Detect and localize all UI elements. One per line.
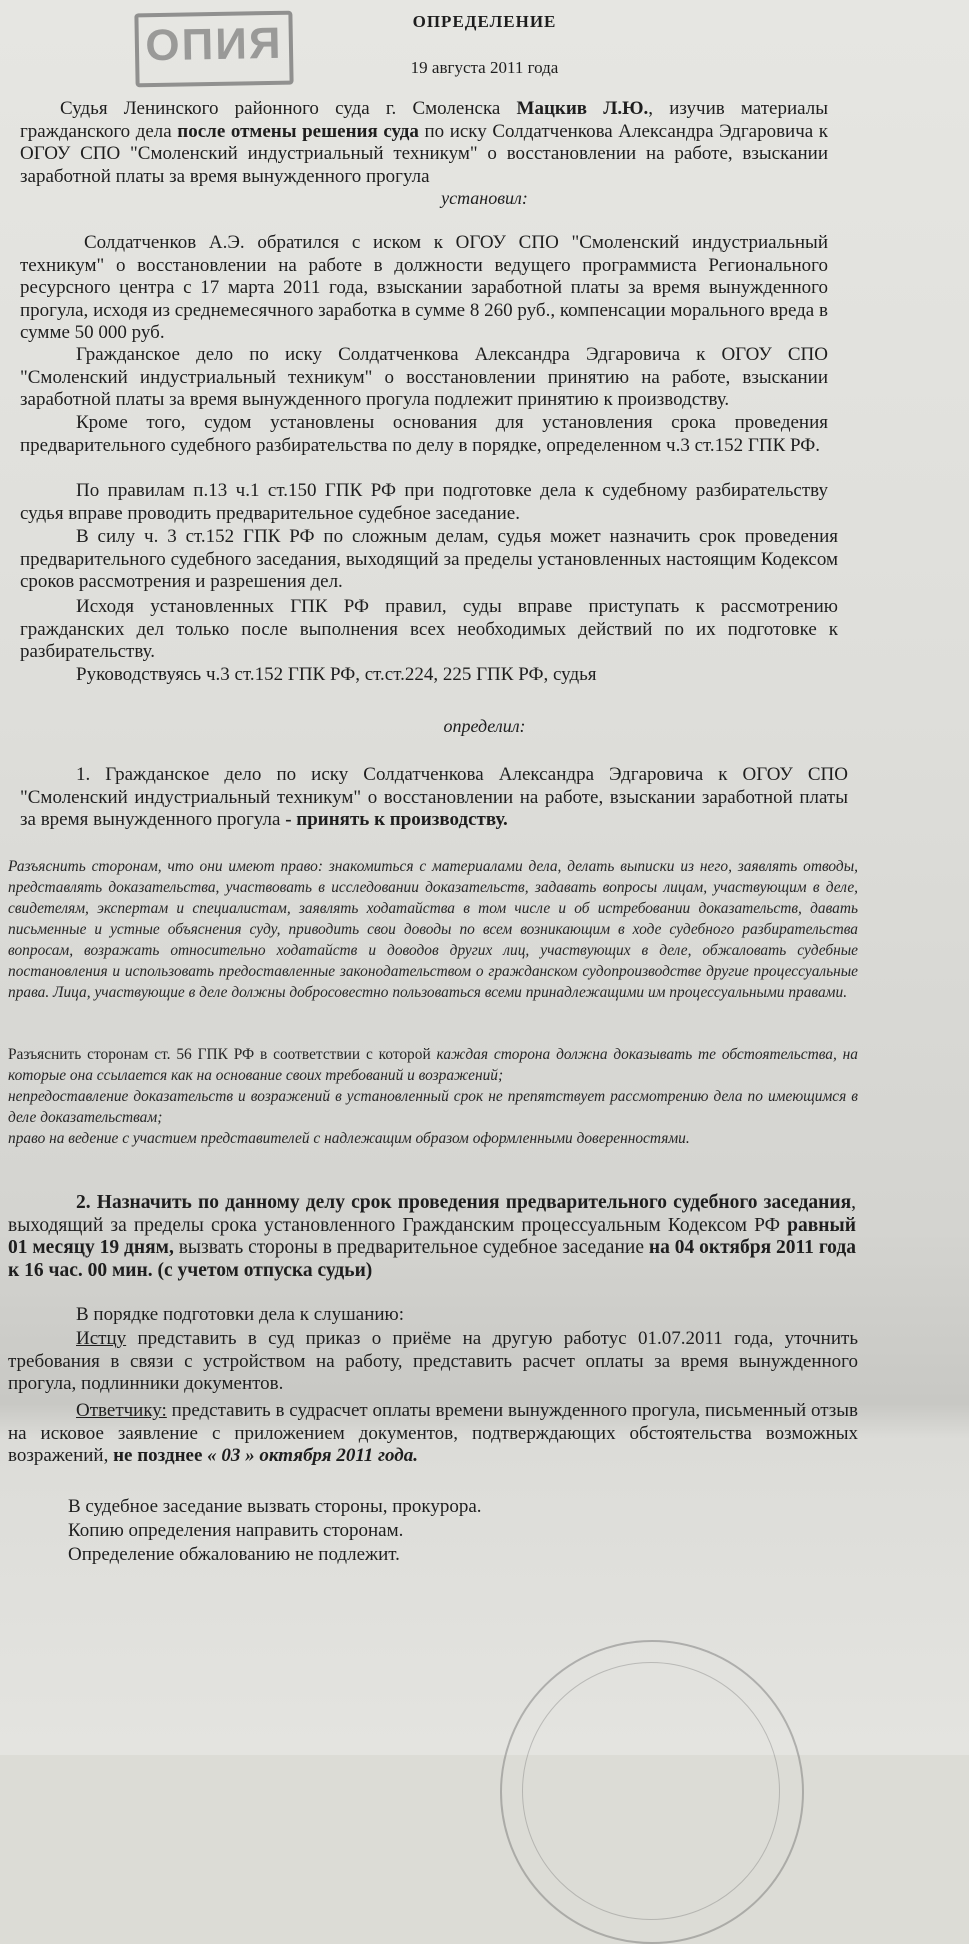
closing-line-2: Копию определения направить сторонам.	[68, 1520, 404, 1541]
body-paragraph-1: Солдатченков А.Э. обратился с иском к ОГОУ СПО "Смоленский индустриальный техникум" о восстановлении на работе в должности ведущего программиста Регионального ресурсного центра с 17 марта 2011 года, взыскании заработной платы за время вынужденного прогула, исходя из среднемесячного заработка в сумме 8 260 руб., компенсации морального вреда в сумме 50 000 руб.	[20, 232, 828, 344]
intro-paragraph	[20, 98, 828, 188]
document-title: ОПРЕДЕЛЕНИЕ	[412, 12, 557, 31]
closing-line-1: В судебное заседание вызвать стороны, прокурора.	[68, 1496, 482, 1517]
document-date: 19 августа 2011 года	[410, 58, 559, 77]
plaintiff-instructions: Истцу представить в суд приказ о приёме на другую работус 01.07.2011 года, уточнить требования в связи с устройством на работу, представить расчет оплаты за время вынужденного прогула, подлинники документов.	[8, 1328, 858, 1395]
established-heading: установил:	[441, 188, 528, 208]
body-paragraph-3: Кроме того, судом установлены основания для установления срока проведения предварительного судебного разбирательства по делу в порядке, определенном ч.3 ст.152 ГПК РФ.	[20, 412, 828, 456]
judge-name: Мацкив Л.Ю.	[516, 98, 649, 119]
copy-stamp: ОПИЯ	[134, 11, 293, 88]
court-seal-inner-ring	[522, 1662, 780, 1920]
body-paragraph-2: Гражданское дело по иску Солдатченкова Александра Эдгаровича к ОГОУ СПО "Смоленский индустриальный техникум" о восстановлении принятию на работе, взыскании заработной платы за время вынужденного прогула подлежит принятию к производству.	[20, 344, 828, 411]
intro-after-cancel: после отмены решения суда	[177, 120, 419, 142]
decided-heading: определил:	[443, 716, 526, 736]
preparation-intro: В порядке подготовки дела к слушанию:	[76, 1304, 405, 1325]
body-paragraph-5: В силу ч. 3 ст.152 ГПК РФ по сложным делам, судья может назначить срок проведения предварительного судебного заседания, выходящий за пределы установленных настоящим Кодексом сроков рассмотрения и разрешения дел.	[20, 526, 838, 593]
intro-text-3: по иску Солдатченкова Александра Эдгаровича к ОГОУ СПО "Смоленский индустриальный техникум" о восстановлении на работе, взыскании заработной платы за время вынужденного прогула	[20, 120, 828, 187]
evidence-explanation: непредоставление доказательств и возражений в установленный срок не препятствует рассмотрению дела по имеющимся в деле доказательствам;	[8, 1088, 858, 1126]
closing-line-3: Определение обжалованию не подлежит.	[68, 1544, 400, 1565]
body-paragraph-6: Исходя установленных ГПК РФ правил, суды вправе приступать к рассмотрению гражданских дел только после выполнения всех необходимых действий по их подготовке к разбирательству.	[20, 596, 838, 663]
ruling-item-2: 2. Назначить по данному делу срок проведения предварительного судебного заседания, выходящий за пределы срока установленного Гражданским процессуальным Кодексом РФ равный 01 месяцу 19 дням, вызвать стороны в предварительное судебное заседание на 04 октября 2011 года к 16 час. 00 мин. (с учетом отпуска судьи)	[8, 1192, 856, 1281]
defendant-instructions: Ответчику: представить в судрасчет оплаты времени вынужденного прогула, письменный отзыв на исковое заявление с приложением документов, подтверждающих обстоятельства возможных возражений, не позднее « 03 » октября 2011 года.	[8, 1400, 858, 1467]
body-paragraph-7: Руководствуясь ч.3 ст.152 ГПК РФ, ст.ст.224, 225 ГПК РФ, судья	[76, 664, 597, 685]
intro-text-2: , изучив материалы гражданского дела	[20, 98, 828, 142]
ruling-item-1: 1. Гражданское дело по иску Солдатченкова Александра Эдгаровича к ОГОУ СПО "Смоленский индустриальный техникум" о восстановлении на работе, взыскании заработной платы за время вынужденного прогула - принять к производству.	[20, 764, 848, 831]
rights-explanation: Разъяснить сторонам, что они имеют право: знакомиться с материалами дела, делать выписки из него, заявлять отводы, представлять доказательства, участвовать в исследовании доказательств, задавать вопросы лицам, участвующим в деле, свидетелям, экспертам и специалистам, заявлять ходатайства в том числе и об истребовании доказательств, давать письменные и устные объяснения суду, приводить свои доводы по всем возникающим в ходе судебного разбирательства вопросам, возражать относительно ходатайств и доводов других лиц, участвующих в деле, обжаловать судебные постановления и использовать предоставленные законодательством о гражданском судопроизводстве другие процессуальные права. Лица, участвующие в деле должны добросовестно пользоваться всеми принадлежащими им процессуальными правами.	[8, 858, 858, 1001]
article-56-explanation: Разъяснить сторонам ст. 56 ГПК РФ в соответствии с которой каждая сторона должна доказывать те обстоятельства, на которые она ссылается как на основание своих требований и возражений;	[8, 1046, 858, 1084]
intro-text-1: Судья Ленинского районного суда г. Смоленска	[60, 98, 517, 119]
representatives-explanation: право на ведение с участием представителей с надлежащим образом оформленными доверенностями.	[8, 1130, 690, 1147]
body-paragraph-4: По правилам п.13 ч.1 ст.150 ГПК РФ при подготовке дела к судебному разбирательству судья вправе проводить предварительное судебное заседание.	[20, 480, 828, 524]
